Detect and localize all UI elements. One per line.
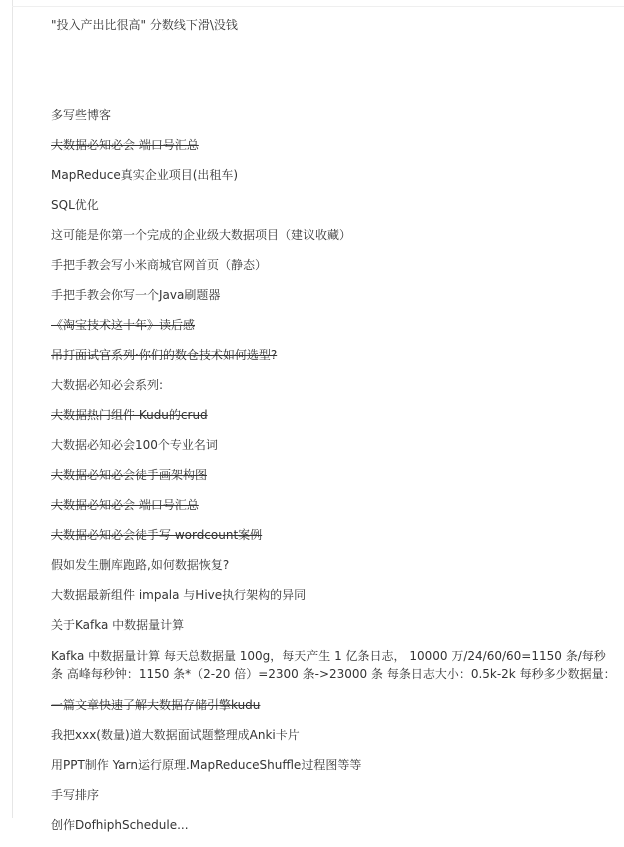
list-item: 大数据必知必会100个专业名词 — [51, 438, 218, 452]
list-item: 大数据最新组件 impala 与Hive执行架构的异同 — [51, 588, 307, 602]
list-item-struck: 大数据必知必会 端口号汇总 — [51, 498, 199, 512]
list-item: 我把xxx(数量)道大数据面试题整理成Anki卡片 — [51, 728, 300, 742]
list-item: 创作DofhiphSchedule... — [51, 818, 189, 832]
blank-space — [51, 33, 624, 107]
list-item: 手把手教会你写一个Java刷题器 — [51, 288, 221, 302]
list-item: 关于Kafka 中数据量计算 — [51, 618, 185, 632]
list-item: 手写排序 — [51, 788, 100, 802]
list-item: 大数据必知必会系列: — [51, 378, 164, 392]
list-item: 假如发生删库跑路,如何数据恢复? — [51, 558, 230, 572]
list-item-struck: 吊打面试官系列·你们的数仓技术如何选型? — [51, 348, 278, 362]
kafka-note-line-1: Kafka 中数据量计算 每天总数据量 100g，每天产生 1 亿条日志， 10000 万/24/60/60=1150 条/每秒 — [51, 649, 606, 663]
kafka-note — [51, 647, 624, 683]
left-divider — [12, 0, 13, 818]
list-item-struck: 大数据热门组件 Kudu的crud — [51, 408, 208, 422]
list-item-struck: 大数据必知必会徒手写 wordcount案例 — [51, 528, 263, 542]
list-item: SQL优化 — [51, 198, 99, 212]
list-item-struck: 大数据必知必会 端口号汇总 — [51, 138, 199, 152]
list-item-struck: 《淘宝技术这十年》读后感 — [51, 318, 196, 332]
content-area — [51, 17, 624, 847]
top-divider — [12, 6, 624, 7]
list-item: 手把手教会写小米商城官网首页（静态） — [51, 258, 268, 272]
page-title: "投入产出比很高" 分数线下滑\没钱 — [51, 18, 238, 32]
list-item: 用PPT制作 Yarn运行原理.MapReduceShuffle过程图等等 — [51, 758, 362, 772]
list-item: MapReduce真实企业项目(出租车) — [51, 168, 239, 182]
list-item: 多写些博客 — [51, 108, 112, 122]
list-item-struck: 大数据必知必会徒手画架构图 — [51, 468, 208, 482]
list-item: 这可能是你第一个完成的企业级大数据项目（建议收藏） — [51, 228, 352, 242]
list-item-struck: 一篇文章快速了解大数据存储引擎kudu — [51, 698, 261, 712]
kafka-note-line-2: 条 高峰每秒钟：1150 条*（2-20 倍）=2300 条->23000 条 每条日志大小：0.5k-2k 每秒多少数据量： — [51, 667, 616, 681]
